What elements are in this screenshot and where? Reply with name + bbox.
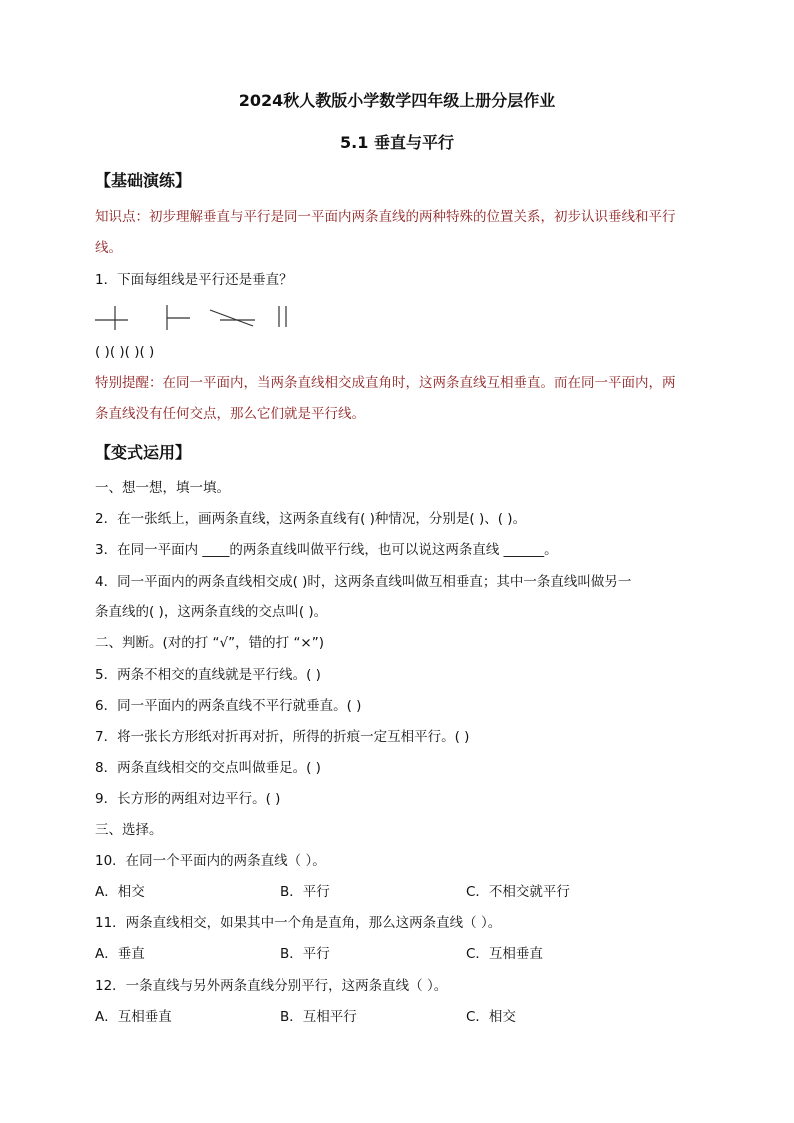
question-4-line1[interactable]: 4．同一平面内的两条直线相交成( )时，这两条直线叫做互相垂直；其中一条直线叫做另一 xyxy=(95,574,632,590)
question-10: 10．在同一个平面内的两条直线（ ）。 xyxy=(95,853,326,869)
question-4-line2[interactable]: 条直线的( )，这两条直线的交点叫( )。 xyxy=(95,604,328,620)
question-6[interactable]: 6．同一平面内的两条直线不平行就垂直。( ) xyxy=(95,698,362,714)
question-10-option-a[interactable]: A．相交 xyxy=(95,884,145,900)
question-11: 11．两条直线相交，如果其中一个角是直角，那么这两条直线（ ）。 xyxy=(95,915,502,931)
question-9[interactable]: 9．长方形的两组对边平行。( ) xyxy=(95,791,281,807)
line-figures xyxy=(90,300,310,336)
question-12: 12．一条直线与另外两条直线分别平行，这两条直线（ ）。 xyxy=(95,978,448,994)
part-1-heading: 一、想一想，填一填。 xyxy=(95,480,230,496)
question-3[interactable]: 3．在同一平面内 ____的两条直线叫做平行线，也可以说这两条直线 ______。 xyxy=(95,542,558,558)
question-7[interactable]: 7．将一张长方形纸对折再对折，所得的折痕一定互相平行。( ) xyxy=(95,729,470,745)
question-8[interactable]: 8．两条直线相交的交点叫做垂足。( ) xyxy=(95,760,321,776)
question-12-option-a[interactable]: A．互相垂直 xyxy=(95,1009,172,1025)
figure-perpendicular-t xyxy=(167,305,190,330)
question-12-option-c[interactable]: C．相交 xyxy=(466,1009,516,1025)
question-1-answer-blanks[interactable]: ( )( )( )( ) xyxy=(95,344,155,360)
figure-perpendicular-cross xyxy=(95,306,128,330)
question-5[interactable]: 5．两条不相交的直线就是平行线。( ) xyxy=(95,667,321,683)
figure-parallel-lines xyxy=(279,306,286,327)
part-3-heading: 三、选择。 xyxy=(95,822,163,838)
question-10-option-b[interactable]: B．平行 xyxy=(280,884,330,900)
knowledge-point-line1: 知识点：初步理解垂直与平行是同一平面内两条直线的两种特殊的位置关系，初步认识垂线和平行 xyxy=(95,209,676,225)
page-title: 2024秋人教版小学数学四年级上册分层作业 xyxy=(238,91,556,110)
question-12-option-b[interactable]: B．互相平行 xyxy=(280,1009,357,1025)
part-2-heading: 二、判断。(对的打 “√”，错的打 “×”) xyxy=(95,635,325,651)
section-basic-heading: 【基础演练】 xyxy=(95,171,192,190)
question-11-option-c[interactable]: C．互相垂直 xyxy=(466,946,543,962)
section-variant-heading: 【变式运用】 xyxy=(95,443,192,462)
question-10-option-c[interactable]: C．不相交就平行 xyxy=(466,884,570,900)
figure-intersecting-lines xyxy=(210,310,255,326)
question-2[interactable]: 2．在一张纸上，画两条直线，这两条直线有( )种情况，分别是( )、( )。 xyxy=(95,511,527,527)
special-tip-line2: 条直线没有任何交点，那么它们就是平行线。 xyxy=(95,406,365,422)
question-1: 1．下面每组线是平行还是垂直？ xyxy=(95,272,293,288)
question-11-option-b[interactable]: B．平行 xyxy=(280,946,330,962)
page-subtitle: 5.1 垂直与平行 xyxy=(340,133,454,152)
question-11-option-a[interactable]: A．垂直 xyxy=(95,946,145,962)
special-tip-line1: 特别提醒：在同一平面内，当两条直线相交成直角时，这两条直线互相垂直。而在同一平面内，两 xyxy=(95,375,676,391)
knowledge-point-line2: 线。 xyxy=(95,240,122,256)
